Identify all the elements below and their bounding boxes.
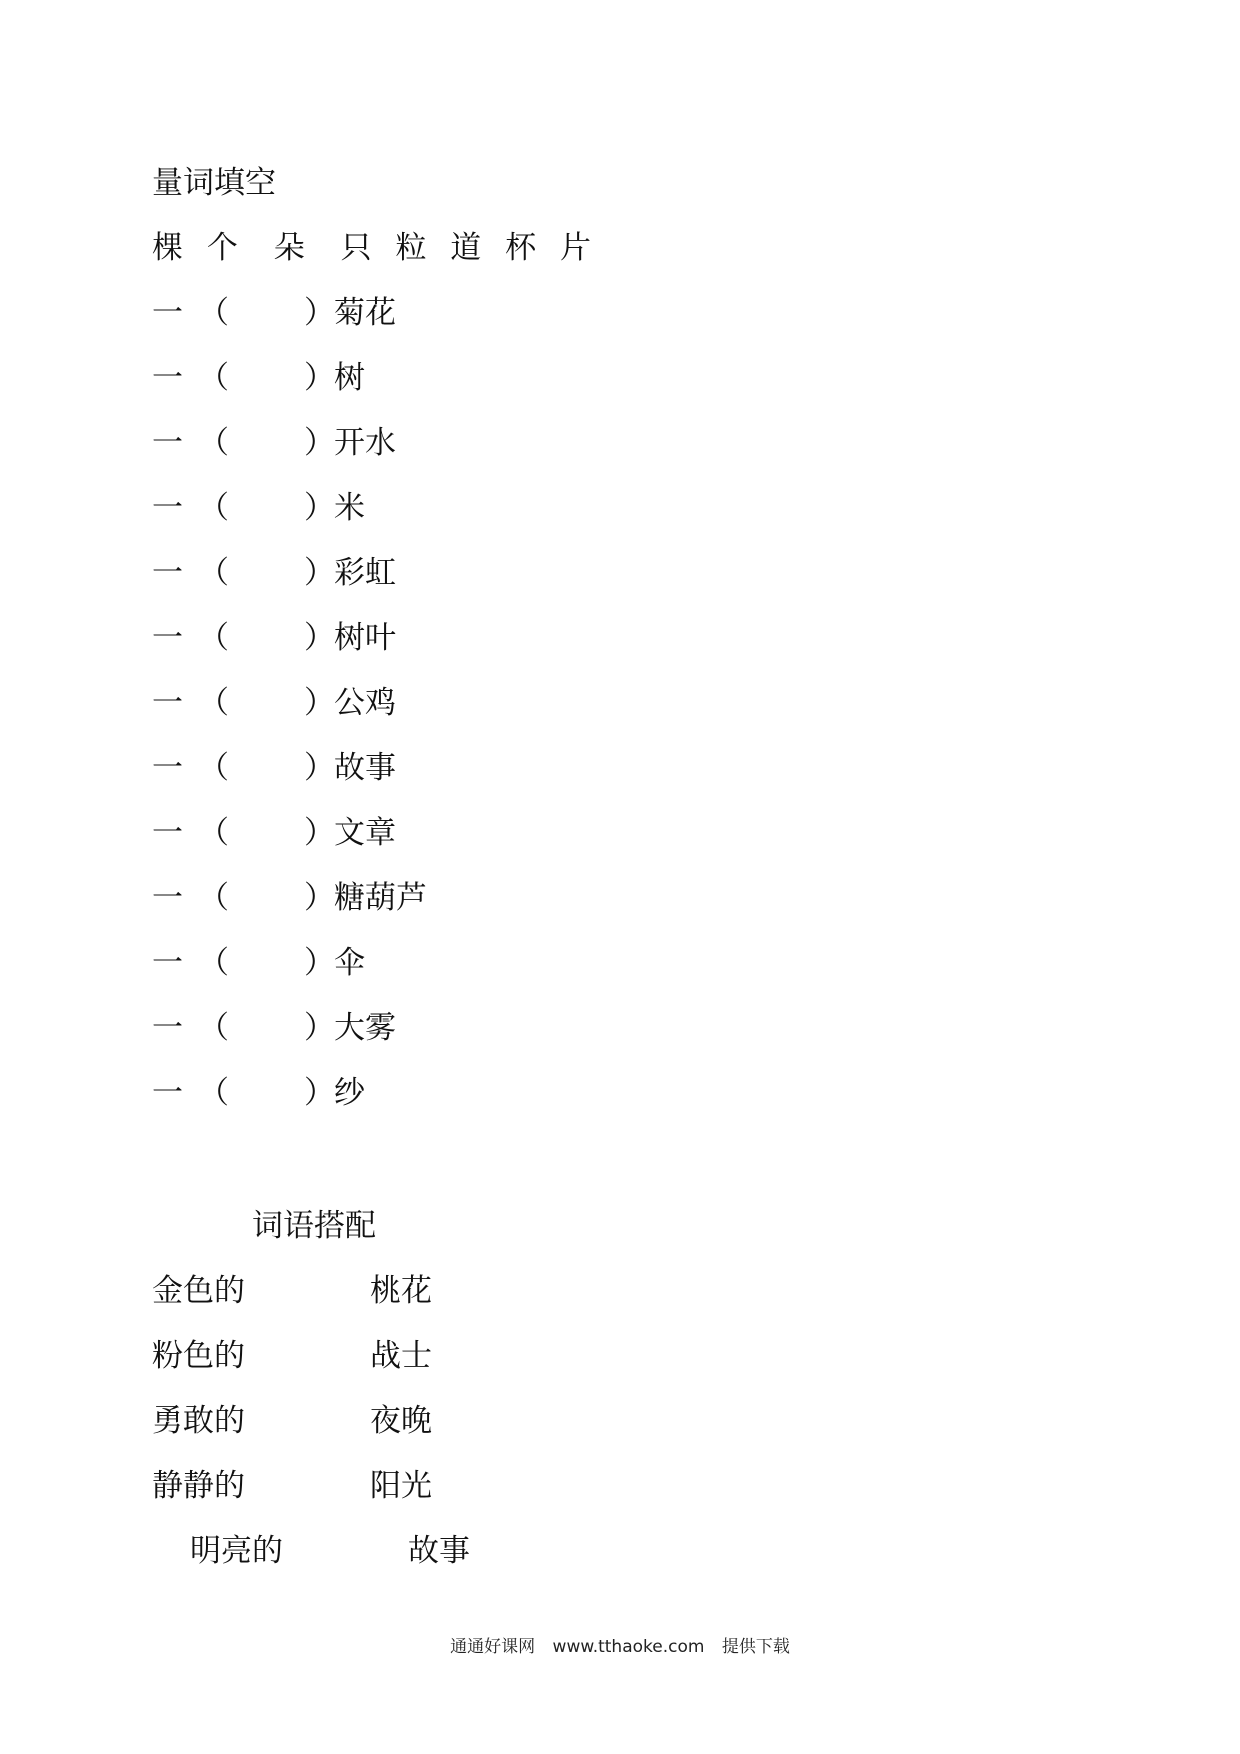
close-paren: ） xyxy=(304,490,335,526)
footer xyxy=(0,1636,1240,1658)
noun-label: 树 xyxy=(334,360,365,396)
numeral-one: 一 xyxy=(152,750,183,786)
word-bank-item: 杯 xyxy=(505,230,537,266)
close-paren: ） xyxy=(304,880,335,916)
open-paren: （ xyxy=(198,750,229,786)
noun-label: 树叶 xyxy=(334,620,396,656)
noun-label: 开水 xyxy=(334,425,396,461)
word-bank-item: 朵 xyxy=(273,230,305,266)
noun-label: 文章 xyxy=(334,815,396,851)
section-title-measure-words: 量词填空 xyxy=(152,165,276,201)
open-paren: （ xyxy=(198,555,229,591)
close-paren: ） xyxy=(304,620,335,656)
numeral-one: 一 xyxy=(152,815,183,851)
matching-row xyxy=(152,1271,552,1311)
footer-suffix: 提供下载 xyxy=(721,1637,790,1657)
open-paren: （ xyxy=(198,1010,229,1046)
numeral-one: 一 xyxy=(152,945,183,981)
fill-in-row xyxy=(152,358,552,398)
fill-in-row xyxy=(152,423,552,463)
adjective-item[interactable]: 明亮的 xyxy=(190,1533,283,1569)
fill-in-row xyxy=(152,813,552,853)
matching-row xyxy=(152,1336,552,1376)
numeral-one: 一 xyxy=(152,1010,183,1046)
noun-label: 纱 xyxy=(334,1075,365,1111)
open-paren: （ xyxy=(198,880,229,916)
fill-in-row xyxy=(152,488,552,528)
open-paren: （ xyxy=(198,1075,229,1111)
footer-site-name: 通通好课网 xyxy=(450,1637,536,1657)
fill-in-row xyxy=(152,1073,552,1113)
fill-in-row xyxy=(152,618,552,658)
noun-label: 大雾 xyxy=(334,1010,396,1046)
noun-item[interactable]: 桃花 xyxy=(370,1273,432,1309)
section-title-word-matching: 词语搭配 xyxy=(252,1208,376,1244)
close-paren: ） xyxy=(304,815,335,851)
close-paren: ） xyxy=(304,425,335,461)
word-bank xyxy=(152,228,605,268)
close-paren: ） xyxy=(304,360,335,396)
fill-in-row xyxy=(152,1008,552,1048)
close-paren: ） xyxy=(304,750,335,786)
word-bank-item: 只 xyxy=(340,230,372,266)
numeral-one: 一 xyxy=(152,490,183,526)
word-bank-item: 棵 xyxy=(152,230,183,266)
numeral-one: 一 xyxy=(152,685,183,721)
noun-item[interactable]: 夜晚 xyxy=(370,1403,432,1439)
numeral-one: 一 xyxy=(152,555,183,591)
numeral-one: 一 xyxy=(152,360,183,396)
word-bank-item: 片 xyxy=(560,230,592,266)
adjective-item[interactable]: 粉色的 xyxy=(152,1338,245,1374)
open-paren: （ xyxy=(198,620,229,656)
fill-in-row xyxy=(152,553,552,593)
adjective-item[interactable]: 静静的 xyxy=(152,1468,245,1504)
fill-in-row xyxy=(152,748,552,788)
noun-label: 糖葫芦 xyxy=(334,880,427,916)
noun-label: 公鸡 xyxy=(334,685,396,721)
word-bank-item: 道 xyxy=(450,230,482,266)
close-paren: ） xyxy=(304,1010,335,1046)
numeral-one: 一 xyxy=(152,295,183,331)
fill-in-row xyxy=(152,293,552,333)
close-paren: ） xyxy=(304,295,335,331)
open-paren: （ xyxy=(198,685,229,721)
close-paren: ） xyxy=(304,1075,335,1111)
matching-row xyxy=(152,1466,552,1506)
noun-label: 故事 xyxy=(334,750,396,786)
fill-in-row xyxy=(152,943,552,983)
close-paren: ） xyxy=(304,555,335,591)
noun-item[interactable]: 故事 xyxy=(408,1533,470,1569)
close-paren: ） xyxy=(304,685,335,721)
numeral-one: 一 xyxy=(152,880,183,916)
footer-url[interactable]: www.tthaoke.com xyxy=(552,1637,705,1657)
adjective-item[interactable]: 金色的 xyxy=(152,1273,245,1309)
noun-label: 菊花 xyxy=(334,295,396,331)
noun-label: 彩虹 xyxy=(334,555,396,591)
open-paren: （ xyxy=(198,490,229,526)
noun-label: 伞 xyxy=(334,945,365,981)
noun-item[interactable]: 阳光 xyxy=(370,1468,432,1504)
word-bank-item: 个 xyxy=(206,230,238,266)
open-paren: （ xyxy=(198,360,229,396)
fill-in-row xyxy=(152,683,552,723)
open-paren: （ xyxy=(198,425,229,461)
adjective-item[interactable]: 勇敢的 xyxy=(152,1403,245,1439)
numeral-one: 一 xyxy=(152,1075,183,1111)
noun-label: 米 xyxy=(334,490,365,526)
open-paren: （ xyxy=(198,815,229,851)
noun-item[interactable]: 战士 xyxy=(370,1338,432,1374)
numeral-one: 一 xyxy=(152,425,183,461)
close-paren: ） xyxy=(304,945,335,981)
open-paren: （ xyxy=(198,295,229,331)
word-bank-item: 粒 xyxy=(395,230,427,266)
numeral-one: 一 xyxy=(152,620,183,656)
fill-in-row xyxy=(152,878,552,918)
open-paren: （ xyxy=(198,945,229,981)
matching-row xyxy=(152,1401,552,1441)
matching-row xyxy=(190,1531,590,1571)
